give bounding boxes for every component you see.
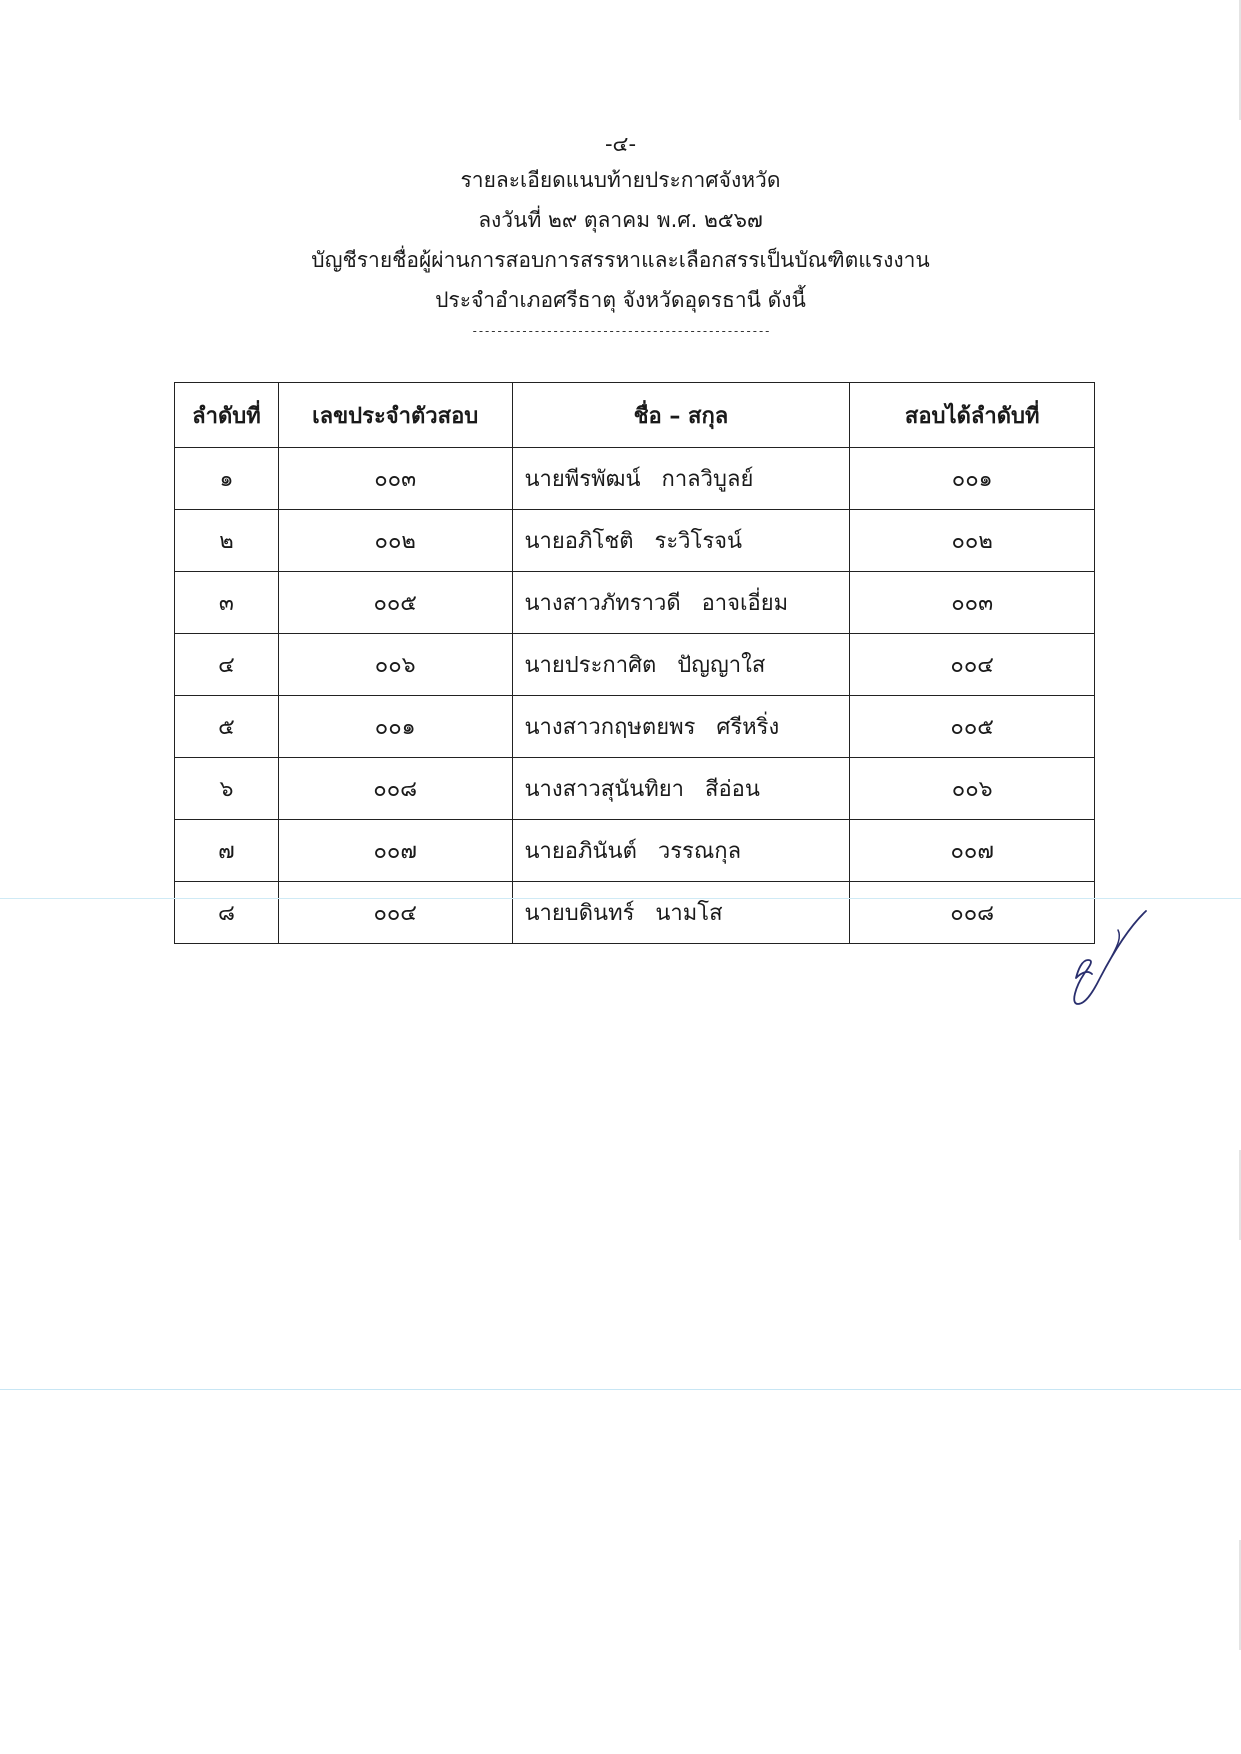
header-line-location: ประจำอำเภอศรีธาตุ จังหวัดอุดรธานี ดังนี้	[435, 288, 806, 312]
table-row	[175, 572, 1095, 634]
cell-name: นายอภิโชติ ระวิโรจน์	[512, 510, 850, 572]
table-row	[175, 510, 1095, 572]
cell-exam-id: ๐๐๓	[278, 448, 512, 510]
table-row	[175, 696, 1095, 758]
cell-order: ๗	[175, 820, 279, 882]
column-header-order: ลำดับที่	[175, 383, 279, 448]
cell-order: ๘	[175, 882, 279, 944]
header-divider: ------------------------------------------------	[471, 324, 770, 338]
table-row	[175, 634, 1095, 696]
table-row	[175, 448, 1095, 510]
column-header-name: ชื่อ – สกุล	[512, 383, 850, 448]
document-header	[0, 128, 1241, 342]
cell-rank: ๐๐๕	[850, 696, 1095, 758]
cell-name: นายประกาศิต ปัญญาใส	[512, 634, 850, 696]
cell-rank: ๐๐๘	[850, 882, 1095, 944]
cell-exam-id: ๐๐๗	[278, 820, 512, 882]
cell-rank: ๐๐๒	[850, 510, 1095, 572]
cell-rank: ๐๐๖	[850, 758, 1095, 820]
cell-name: นางสาวสุนันทิยา สีอ่อน	[512, 758, 850, 820]
table-row	[175, 820, 1095, 882]
table-row	[175, 882, 1095, 944]
table-header-row	[175, 383, 1095, 448]
cell-name: นายอภินันต์ วรรณกุล	[512, 820, 850, 882]
cell-order: ๒	[175, 510, 279, 572]
scan-artifact-line	[0, 1389, 1241, 1390]
column-header-exam-id: เลขประจำตัวสอบ	[278, 383, 512, 448]
cell-exam-id: ๐๐๑	[278, 696, 512, 758]
handwritten-signature	[1058, 908, 1148, 1008]
cell-exam-id: ๐๐๕	[278, 572, 512, 634]
column-header-rank: สอบได้ลำดับที่	[850, 383, 1095, 448]
cell-exam-id: ๐๐๒	[278, 510, 512, 572]
cell-order: ๑	[175, 448, 279, 510]
cell-rank: ๐๐๗	[850, 820, 1095, 882]
cell-order: ๖	[175, 758, 279, 820]
header-line-list-title: บัญชีรายชื่อผู้ผ่านการสอบการสรรหาและเลือกสรรเป็นบัณฑิตแรงงาน	[311, 248, 930, 272]
table-row	[175, 758, 1095, 820]
header-line-date: ลงวันที่ ๒๙ ตุลาคม พ.ศ. ๒๕๖๗	[478, 208, 763, 232]
cell-exam-id: ๐๐๔	[278, 882, 512, 944]
cell-name: นายบดินทร์ นามโส	[512, 882, 850, 944]
cell-rank: ๐๐๑	[850, 448, 1095, 510]
cell-order: ๓	[175, 572, 279, 634]
cell-exam-id: ๐๐๘	[278, 758, 512, 820]
cell-rank: ๐๐๔	[850, 634, 1095, 696]
cell-order: ๔	[175, 634, 279, 696]
cell-name: นางสาวภัทราวดี อาจเอี่ยม	[512, 572, 850, 634]
results-table	[174, 382, 1095, 944]
page-number: -๔-	[604, 132, 637, 156]
cell-rank: ๐๐๓	[850, 572, 1095, 634]
cell-name: นายพีรพัฒน์ กาลวิบูลย์	[512, 448, 850, 510]
scan-artifact-line	[0, 898, 1241, 899]
cell-name: นางสาวกฤษตยพร ศรีหริ่ง	[512, 696, 850, 758]
cell-order: ๕	[175, 696, 279, 758]
header-line-attachment: รายละเอียดแนบท้ายประกาศจังหวัด	[460, 168, 781, 192]
cell-exam-id: ๐๐๖	[278, 634, 512, 696]
